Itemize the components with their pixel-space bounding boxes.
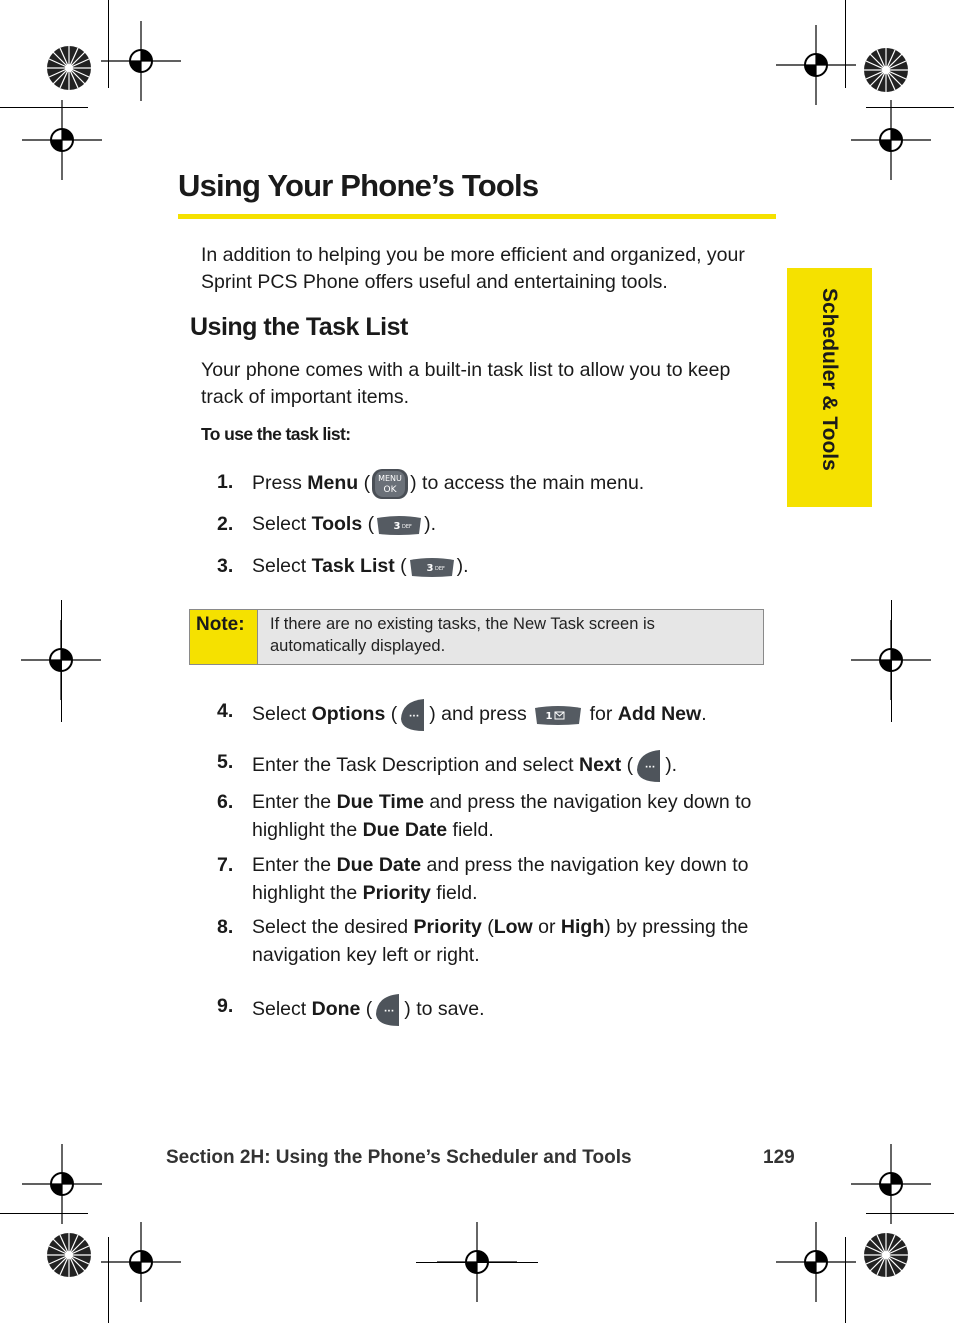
step-text: ( <box>360 998 373 1021</box>
registration-mark <box>22 1144 102 1224</box>
step-text: field. <box>447 819 494 841</box>
right-softkey-icon <box>398 697 428 733</box>
step-text: Select <box>252 703 312 726</box>
step-number: 1. <box>217 471 234 493</box>
step-keyword: Options <box>311 703 386 726</box>
three-key-icon <box>375 514 423 536</box>
page-title: Using Your Phone’s Tools <box>178 168 539 203</box>
key-label: 1 <box>545 711 553 722</box>
intro-paragraph: In addition to helping you be more efficient and organized, your Sprint PCS Phone offers useful and entertaining tools. <box>201 244 745 293</box>
registration-mark <box>776 25 856 105</box>
key-label: ··· <box>384 1007 395 1017</box>
key-label: MENU <box>378 474 403 483</box>
key-label: OK <box>383 485 397 495</box>
step-number: 3. <box>217 555 234 577</box>
key-label: DEF <box>402 523 413 530</box>
footer-section-title: Section 2H: Using the Phone’s Scheduler and Tools <box>166 1147 632 1168</box>
step-number: 5. <box>217 751 234 773</box>
registration-mark <box>851 1144 931 1224</box>
registration-mark <box>101 1222 181 1302</box>
step-number: 9. <box>217 995 234 1017</box>
key-label: ··· <box>409 712 420 722</box>
registration-mark <box>22 100 102 180</box>
step-keyword: Priority <box>413 916 482 938</box>
step-text: ( <box>621 754 634 777</box>
step-keyword: Priority <box>362 882 431 904</box>
step-text: field. <box>430 882 478 904</box>
step-keyword: Task List <box>311 555 395 577</box>
step-keyword: Due Time <box>336 791 424 813</box>
step-keyword: Due Date <box>336 854 422 876</box>
step-text: or <box>532 916 561 938</box>
note-box <box>189 609 764 665</box>
menu-ok-key-icon <box>371 468 409 500</box>
color-target-mark <box>46 1232 92 1278</box>
step-text: Select the desired <box>252 916 414 938</box>
key-label: 3 <box>393 520 401 532</box>
step-text: ). <box>424 513 437 535</box>
step-text: ( <box>385 703 398 726</box>
three-key-icon <box>408 556 456 578</box>
step-keyword: Add New <box>617 703 702 726</box>
note-text: If there are no existing tasks, the New Task screen is automatically displayed. <box>270 615 655 655</box>
step-text: Enter the Task Description and select <box>252 754 579 777</box>
step-keyword: Next <box>578 754 622 777</box>
step-text: Select <box>252 998 312 1021</box>
section-side-tab <box>787 268 872 507</box>
step-text: ( <box>362 513 375 535</box>
step-text: Select <box>252 513 312 535</box>
step-number: 8. <box>217 916 234 938</box>
step-number: 6. <box>217 791 234 813</box>
one-key-icon <box>533 704 583 726</box>
page-number: 129 <box>763 1147 795 1168</box>
step-text: ). <box>456 555 469 577</box>
step-text: Select <box>252 555 312 577</box>
side-tab-label: Scheduler & Tools <box>818 288 841 471</box>
registration-mark <box>851 100 931 180</box>
step-text: ( <box>358 472 371 495</box>
key-label: DEF <box>434 565 445 572</box>
sub-intro-paragraph: Your phone comes with a built-in task list to allow you to keep track of important items. <box>201 359 731 408</box>
step-text: and press the navigation key down to highlight the <box>252 854 749 904</box>
step-text: ( <box>481 916 494 938</box>
key-label: 3 <box>426 562 434 574</box>
key-label: ··· <box>645 763 656 773</box>
step-text: ) to access the main menu. <box>410 472 645 495</box>
step-text: Press <box>252 472 308 495</box>
color-target-mark <box>863 47 909 93</box>
step-keyword: Menu <box>307 472 359 495</box>
step-text: . <box>701 703 707 726</box>
title-underline <box>178 214 776 219</box>
color-target-mark <box>46 45 92 91</box>
color-target-mark <box>863 1232 909 1278</box>
right-softkey-icon <box>373 992 403 1028</box>
step-keyword: Tools <box>311 513 363 535</box>
registration-mark <box>101 21 181 101</box>
step-text: ) and press <box>429 703 533 726</box>
right-softkey-icon <box>634 748 664 784</box>
step-text: Enter the <box>252 791 337 813</box>
step-number: 4. <box>217 700 234 722</box>
step-text: ) by pressing the navigation key left or right. <box>252 916 749 966</box>
step-keyword: High <box>560 916 605 938</box>
step-text: for <box>584 703 618 726</box>
step-text: ). <box>665 754 678 777</box>
step-number: 7. <box>217 854 234 876</box>
howto-label: To use the task list: <box>201 424 351 444</box>
step-keyword: Low <box>493 916 533 938</box>
step-number: 2. <box>217 513 234 535</box>
step-text: Enter the <box>252 854 337 876</box>
note-label: Note: <box>190 610 258 664</box>
step-text: and press the navigation key down to highlight the <box>252 791 752 841</box>
registration-mark <box>776 1222 856 1302</box>
step-keyword: Done <box>311 998 361 1021</box>
step-text: ) to save. <box>404 998 485 1021</box>
subheading: Using the Task List <box>190 313 408 341</box>
step-keyword: Due Date <box>362 819 448 841</box>
step-text: ( <box>394 555 407 577</box>
